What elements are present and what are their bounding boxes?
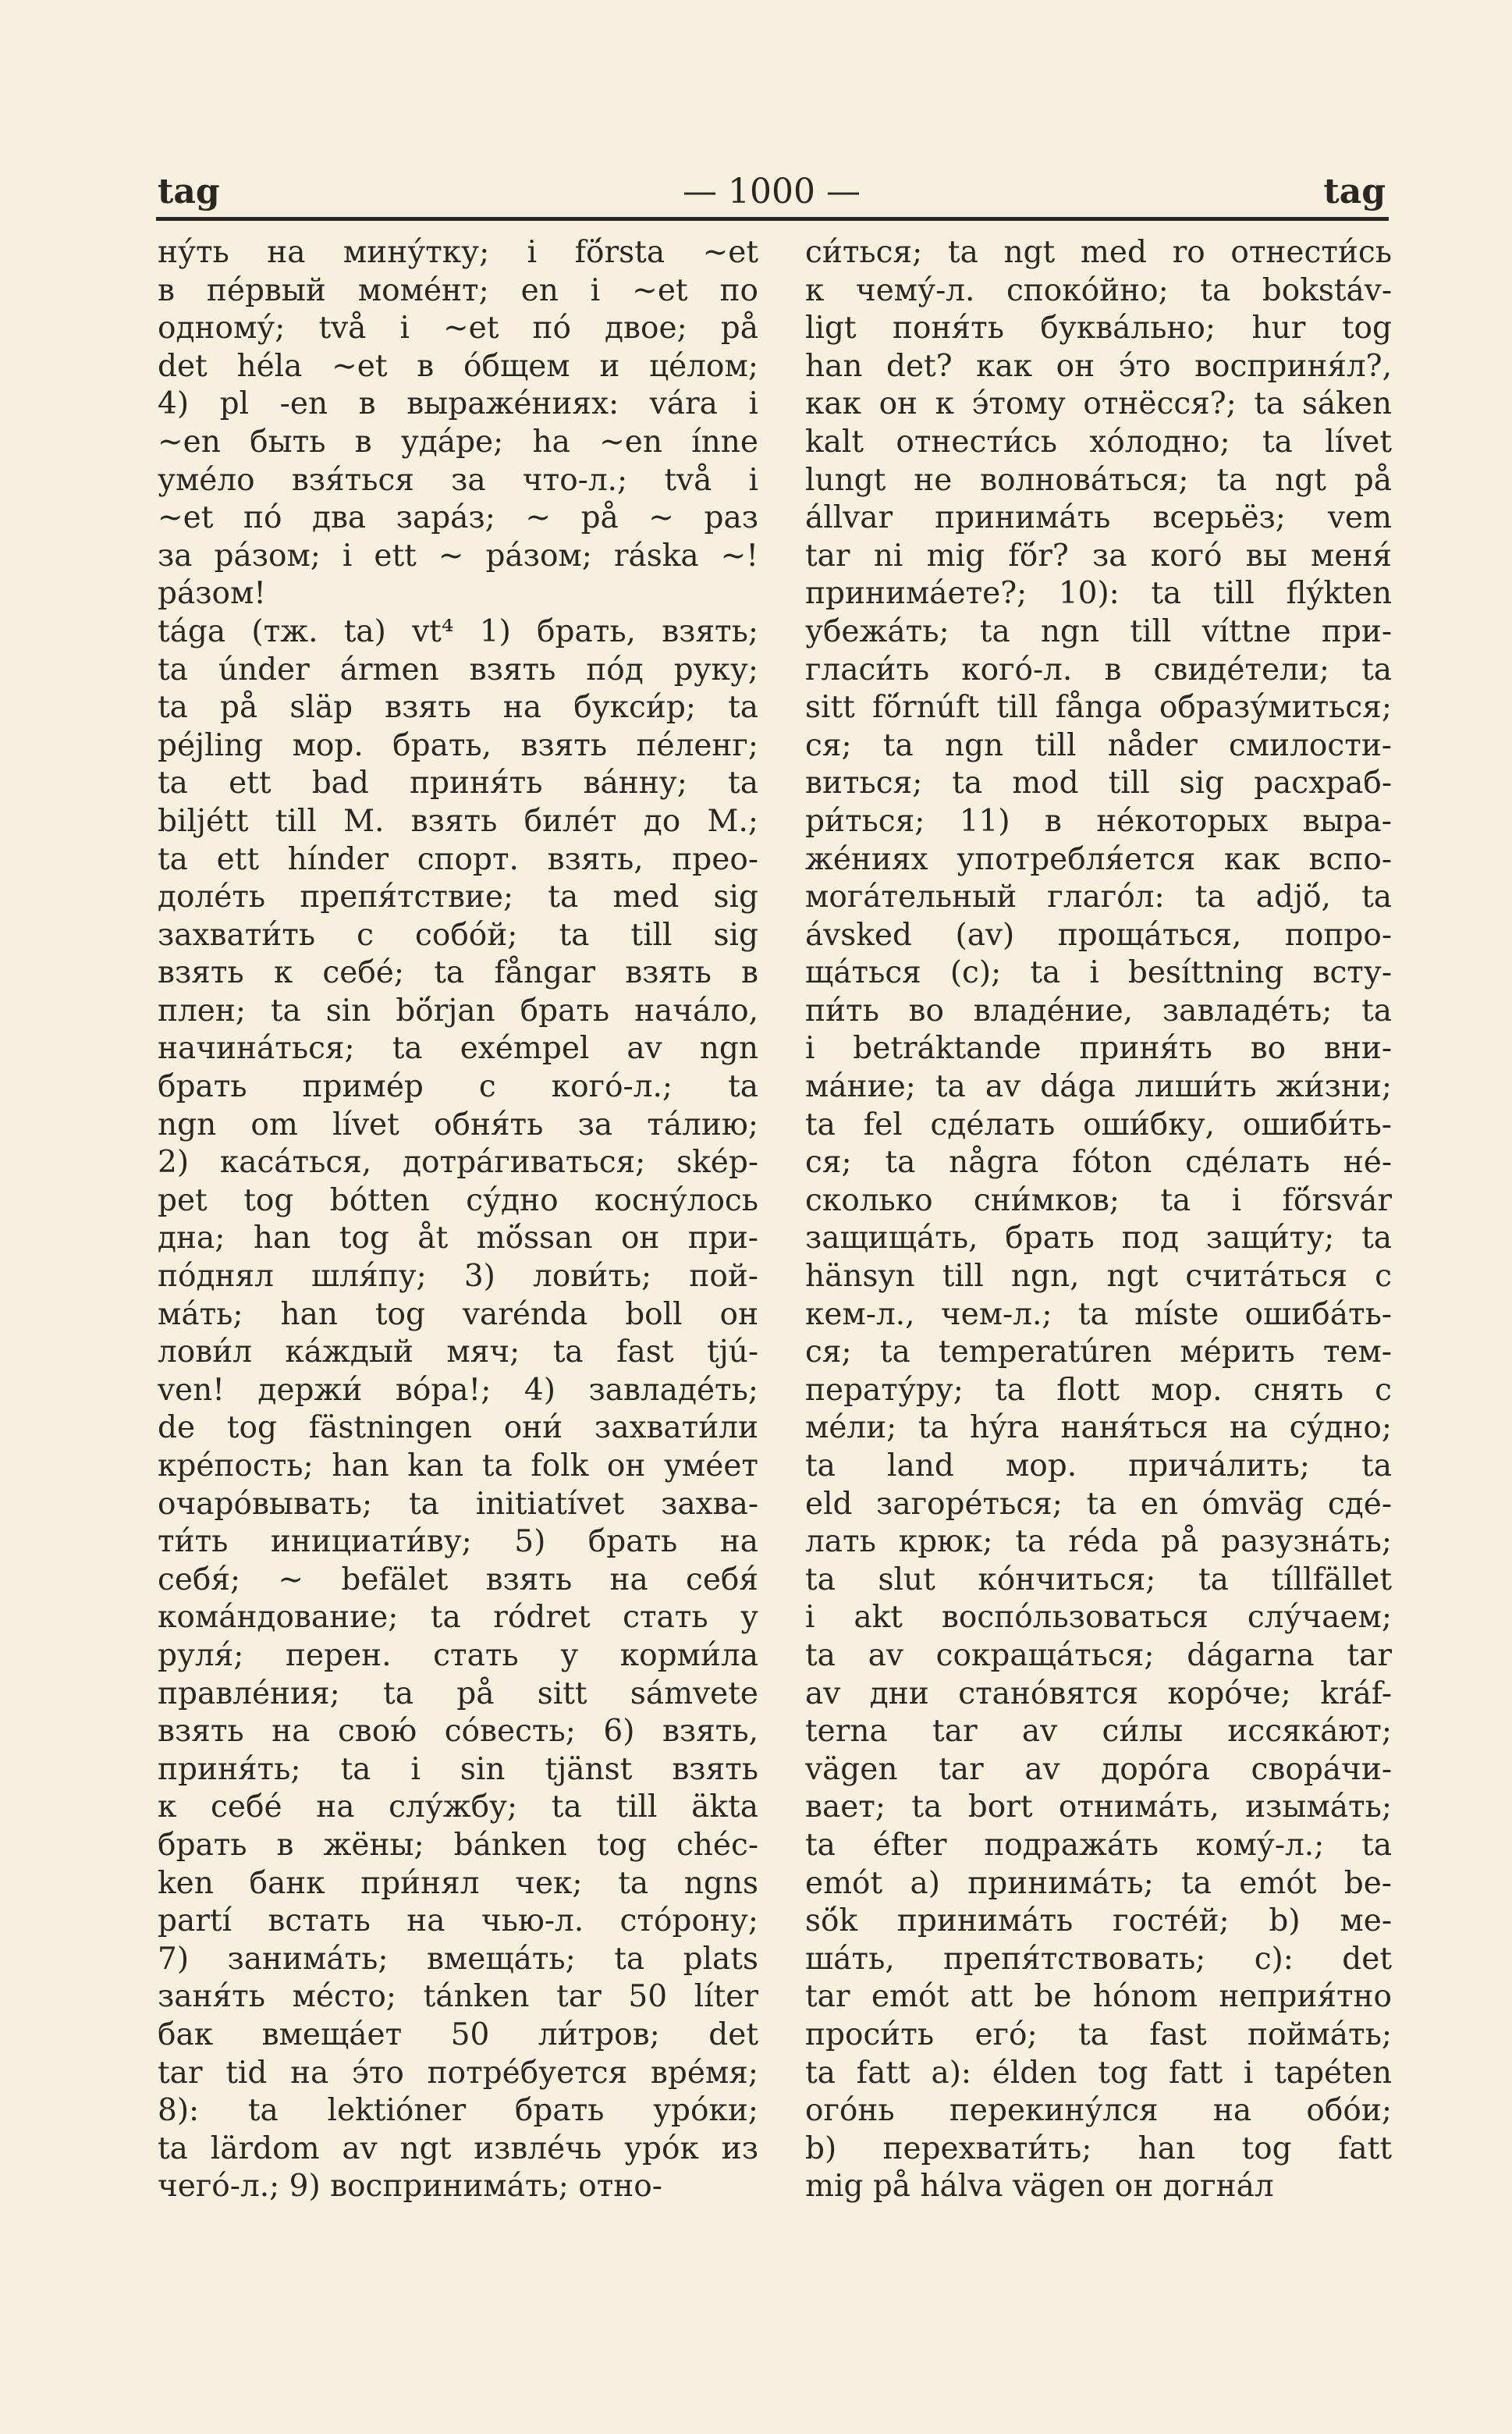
dictionary-line: 2) каса́ться, дотра́гиваться; skép- [158, 1145, 758, 1181]
dictionary-line: ша́ть, препя́тствовать; c): det [805, 1941, 1392, 1977]
dictionary-line: péjling мор. брать, взять пе́ленг; [158, 727, 758, 763]
dictionary-line: одному́; två i ~et по́ двое; på [158, 311, 758, 346]
dictionary-line: sö́k принима́ть госте́й; b) ме- [805, 1903, 1392, 1939]
dictionary-line: ven! держи́ во́ра!; 4) завладе́ть; [158, 1372, 758, 1408]
dictionary-line: ta på släp взять на букси́р; ta [158, 690, 758, 726]
dictionary-line: взять на свою́ со́весть; 6) взять, [158, 1714, 758, 1750]
dictionary-line: проси́ть его́; ta fast пойма́ть; [805, 2016, 1392, 2052]
dictionary-line: tar ni mig fö́r? за кого́ вы меня́ [805, 538, 1392, 574]
dictionary-line: ta ett hínder спорт. взять, прео- [158, 841, 758, 877]
dictionary-line: biljétt till M. взять биле́т до M.; [158, 803, 758, 839]
dictionary-line: кома́ндование; ta ródret стать у [158, 1600, 758, 1636]
dictionary-line: вает; ta bort отнима́ть, изыма́ть; [805, 1789, 1392, 1825]
dictionary-line: ся; ta ngn till nåder смилости- [805, 727, 1392, 763]
dictionary-line: сколько сни́мков; ta i fö́rsvár [805, 1182, 1392, 1218]
dictionary-line: бак вмеща́ет 50 ли́тров; det [158, 2016, 758, 2052]
dictionary-line: sitt fö́rnúft till fånga образу́миться; [805, 690, 1392, 726]
dictionary-line: de tog fästningen они́ захвати́ли [158, 1410, 758, 1446]
dictionary-line: мога́тельный глаго́л: ta adjö́, ta [805, 879, 1392, 915]
dictionary-line: ~en быть в уда́ре; ha ~en ínne [158, 424, 758, 460]
dictionary-line: ма́ние; ta av dága лиши́ть жи́зни; [805, 1069, 1392, 1105]
dictionary-line: ta slut ко́нчиться; ta tíllfället [805, 1562, 1392, 1597]
dictionary-line: 4) pl -en в выраже́ниях: vára i [158, 386, 758, 422]
right-headword: tag [1323, 172, 1386, 211]
running-header [156, 170, 1387, 214]
dictionary-line: ken банк при́нял чек; ta ngns [158, 1865, 758, 1901]
dictionary-line: ого́нь перекину́лся на обо́и; [805, 2093, 1392, 2129]
dictionary-line: перату́ру; ta flott мор. снять с [805, 1372, 1392, 1408]
dictionary-line: 7) занима́ть; вмеща́ть; ta plats [158, 1941, 758, 1977]
dictionary-line: виться; ta mod till sig расхраб- [805, 766, 1392, 801]
dictionary-line: кре́пость; han kan ta folk он уме́ет [158, 1448, 758, 1483]
dictionary-line: tar emót att be hónom неприя́тно [805, 1979, 1392, 2015]
dictionary-line: tar tid на э́то потре́буется вре́мя; [158, 2055, 758, 2091]
dictionary-line: eld загоре́ться; ta en ómväg сде́- [805, 1486, 1392, 1522]
dictionary-line: руля́; перен. стать у корми́ла [158, 1637, 758, 1673]
dictionary-line: дна; han tog åt mö́ssan он при- [158, 1221, 758, 1256]
dictionary-line: kalt отнести́сь хо́лодно; ta lívet [805, 424, 1392, 460]
dictionary-line: ta ett bad приня́ть ва́нну; ta [158, 766, 758, 801]
dictionary-line: по́днял шля́пу; 3) лови́ть; пой- [158, 1259, 758, 1295]
dictionary-line: ligt поня́ть буква́льно; hur tog [805, 311, 1392, 346]
dictionary-line: чего́-л.; 9) воспринима́ть; отно- [158, 2169, 662, 2205]
dictionary-line: лать крюк; ta réda på разузна́ть; [805, 1524, 1392, 1560]
dictionary-line: ta land мор. прича́лить; ta [805, 1448, 1392, 1483]
dictionary-line: ta fatt a): élden tog fatt i tapéten [805, 2055, 1392, 2091]
dictionary-line: взять к себе́; ta fångar взять в [158, 955, 758, 991]
dictionary-line: как он к э́тому отнёсся?; ta sáken [805, 386, 1392, 422]
dictionary-line: убежа́ть; ta ngn till víttne при- [805, 613, 1392, 649]
dictionary-line: в пе́рвый моме́нт; en i ~et по [158, 272, 758, 308]
dictionary-line: 8): ta lektióner брать уро́ки; [158, 2093, 758, 2129]
dictionary-line: си́ться; ta ngt med ro отнести́сь [805, 235, 1392, 270]
dictionary-line: det héla ~et в о́бщем и це́лом; [158, 348, 758, 384]
page-number: — 1000 — [683, 172, 861, 211]
dictionary-line: ta éfter подража́ть кому́-л.; ta [805, 1827, 1392, 1863]
dictionary-line: hänsyn till ngn, ngt счита́ться с [805, 1259, 1392, 1295]
dictionary-line: ща́ться (с); ta i besíttning всту- [805, 955, 1392, 991]
dictionary-line: брать приме́р с кого́-л.; ta [158, 1069, 758, 1105]
dictionary-line: pet tog bótten су́дно косну́лось [158, 1182, 758, 1218]
dictionary-line: ta fel сде́лать оши́бку, ошиби́ть- [805, 1107, 1392, 1142]
dictionary-line: ngn om lívet обня́ть за та́лию; [158, 1107, 758, 1142]
dictionary-line: принима́ете?; 10): ta till flýkten [805, 576, 1392, 612]
dictionary-line: ся; ta temperatúren ме́рить тем- [805, 1334, 1392, 1370]
dictionary-line: av дни стано́вятся коро́че; kráf- [805, 1675, 1392, 1711]
dictionary-line: terna tar av си́лы иссяка́ют; [805, 1714, 1392, 1750]
dictionary-line: emót a) принима́ть; ta emót be- [805, 1865, 1392, 1901]
left-headword: tag [158, 172, 220, 211]
dictionary-line: mig på hálva vägen он догна́л [805, 2169, 1274, 2205]
dictionary-line: захвати́ть с собо́й; ta till sig [158, 917, 758, 953]
dictionary-line: за ра́зом; i ett ~ ра́зом; ráska ~! [158, 538, 758, 574]
dictionary-line: же́ниях употребля́ется как вспо- [805, 841, 1392, 877]
dictionary-line: лови́л ка́ждый мяч; ta fast tjú- [158, 1334, 758, 1370]
dictionary-line: ти́ть инициати́ву; 5) брать на [158, 1524, 758, 1560]
dictionary-line: плен; ta sin bö́rjan брать нача́ло, [158, 993, 758, 1029]
dictionary-line: гласи́ть кого́-л. в свиде́тели; ta [805, 652, 1392, 688]
dictionary-line: брать в жёны; bánken tog chéc- [158, 1827, 758, 1863]
dictionary-line: защища́ть, брать под защи́ту; ta [805, 1221, 1392, 1256]
dictionary-line: заня́ть ме́сто; tánken tar 50 líter [158, 1979, 758, 2015]
dictionary-line: lungt не волнова́ться; ta ngt på [805, 462, 1392, 498]
left-column [158, 234, 758, 2206]
dictionary-line: ра́зом! [158, 576, 266, 612]
dictionary-line: partí встать на чью-л. сто́рону; [158, 1903, 758, 1939]
dictionary-line: доле́ть препя́тствие; ta med sig [158, 879, 758, 915]
dictionary-line: ри́ться; 11) в не́которых выра- [805, 803, 1392, 839]
dictionary-line: i betráktande приня́ть во вни- [805, 1031, 1392, 1067]
dictionary-line: vägen tar av доро́га свора́чи- [805, 1751, 1392, 1787]
dictionary-line: себя́; ~ befälet взять на себя́ [158, 1562, 758, 1597]
dictionary-line: кем-л., чем-л.; ta míste ошиба́ть- [805, 1296, 1392, 1332]
dictionary-line: очаро́вывать; ta initiatívet захва- [158, 1486, 758, 1522]
dictionary-line: ся; ta några fóton сде́лать не́- [805, 1145, 1392, 1181]
dictionary-line: ta únder ármen взять по́д руку; [158, 652, 758, 688]
dictionary-line: ме́ли; ta hýra наня́ться на су́дно; [805, 1410, 1392, 1446]
dictionary-line: начина́ться; ta exémpel av ngn [158, 1031, 758, 1067]
dictionary-line: állvar принима́ть всерьёз; vem [805, 500, 1392, 536]
dictionary-line: правле́ния; ta på sitt sámvete [158, 1675, 758, 1711]
right-column [805, 234, 1392, 2206]
dictionary-line: han det? как он э́то восприня́л?, [805, 348, 1392, 384]
dictionary-line: уме́ло взя́ться за что-л.; två i [158, 462, 758, 498]
dictionary-line: ta av сокраща́ться; dágarna tar [805, 1637, 1392, 1673]
dictionary-line: ну́ть на мину́тку; i fö́rsta ~et [158, 235, 758, 270]
dictionary-line: к чему́-л. споко́йно; ta bokstáv- [805, 272, 1392, 308]
dictionary-line: ta lärdom av ngt извле́чь уро́к из [158, 2130, 758, 2166]
dictionary-line: приня́ть; ta i sin tjänst взять [158, 1751, 758, 1787]
header-rule [156, 217, 1389, 221]
dictionary-line: ~et по́ два зара́з; ~ på ~ раз [158, 500, 758, 536]
dictionary-line: i akt воспо́льзоваться слу́чаем; [805, 1600, 1392, 1636]
dictionary-line: tága (тж. ta) vt⁴ 1) брать, взять; [158, 613, 758, 649]
dictionary-line: b) перехвати́ть; han tog fatt [805, 2130, 1392, 2166]
dictionary-line: к себе́ на слу́жбу; ta till äkta [158, 1789, 758, 1825]
dictionary-line: ávsked (av) проща́ться, попро- [805, 917, 1392, 953]
dictionary-line: пи́ть во владе́ние, завладе́ть; ta [805, 993, 1392, 1029]
dictionary-line: ма́ть; han tog varénda boll он [158, 1296, 758, 1332]
